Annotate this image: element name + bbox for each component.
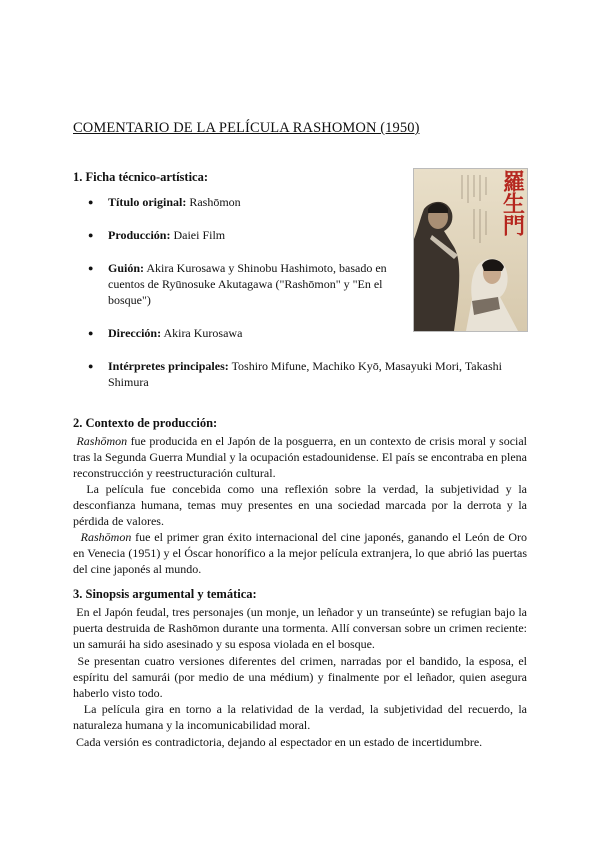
- section2-heading: 2. Contexto de producción:: [73, 416, 218, 430]
- poster-title-text: 羅生門: [499, 170, 525, 236]
- ficha-item-guion: ● Guión: Akira Kurosawa y Shinobu Hashimoto, basado en cuentos de Ryūnosuke Akutagawa ("Rashōmon" y "En el bosque"): [90, 260, 408, 308]
- section1-heading: 1. Ficha técnico-artística:: [73, 170, 209, 184]
- section3-paragraph-4: Cada versión es contradictoria, dejando al espectador en un estado de incertidumbre.: [76, 735, 483, 749]
- ficha-item-produccion: ● Producción: Daiei Film: [90, 227, 410, 243]
- section3-paragraph-3: La película gira en torno a la relatividad de la verdad, la subjetividad del recuerdo, la naturaleza humana y la incomunicabilidad moral.: [73, 702, 527, 732]
- section3-paragraph-2: Se presentan cuatro versiones diferentes del crimen, narradas por el bandido, la esposa, el espíritu del samurái (por medio de una médium) y finalmente por el leñador, quien asegura haberlo visto todo.: [73, 654, 527, 700]
- section3-paragraph-1: En el Japón feudal, tres personajes (un monje, un leñador y un transeúnte) se refugian bajo la puerta destruida de Rashōmon durante una tormenta. Allí conversan sobre un crimen reciente: un samurái ha sido asesinado y su esposa violada en el bosque.: [73, 605, 527, 651]
- ficha-item-interpretes: ● Intérpretes principales: Toshiro Mifune, Machiko Kyō, Masayuki Mori, Takashi Shimura: [90, 358, 528, 390]
- section2-paragraph-3: Rashōmon fue el primer gran éxito internacional del cine japonés, ganando el León de Oro en Venecia (1951) y el Óscar honorífico a la mejor película extranjera, lo que abrió las puertas del cine japonés al mundo.: [73, 530, 528, 576]
- section3-heading: 3. Sinopsis argumental y temática:: [73, 587, 257, 601]
- section2-paragraph-1: Rashōmon fue producida en el Japón de la posguerra, en un contexto de crisis moral y social tras la Segunda Guerra Mundial y la ocupación estadounidense. El país se encontraba en plena reconstrucción y reestructuración cultural.: [73, 434, 528, 480]
- ficha-list: [90, 194, 502, 407]
- section2-paragraph-2: La película fue concebida como una reflexión sobre la verdad, la subjetividad y la desconfianza humana, temas muy presentes en una sociedad marcada por la derrota y la pérdida de valores.: [73, 482, 527, 528]
- ficha-item-titulo: ● Título original: Rashōmon: [90, 194, 410, 210]
- ficha-item-direccion: ● Dirección: Akira Kurosawa: [90, 325, 410, 341]
- document-title: COMENTARIO DE LA PELÍCULA RASHOMON (1950): [73, 120, 420, 136]
- movie-poster-image: [413, 168, 528, 332]
